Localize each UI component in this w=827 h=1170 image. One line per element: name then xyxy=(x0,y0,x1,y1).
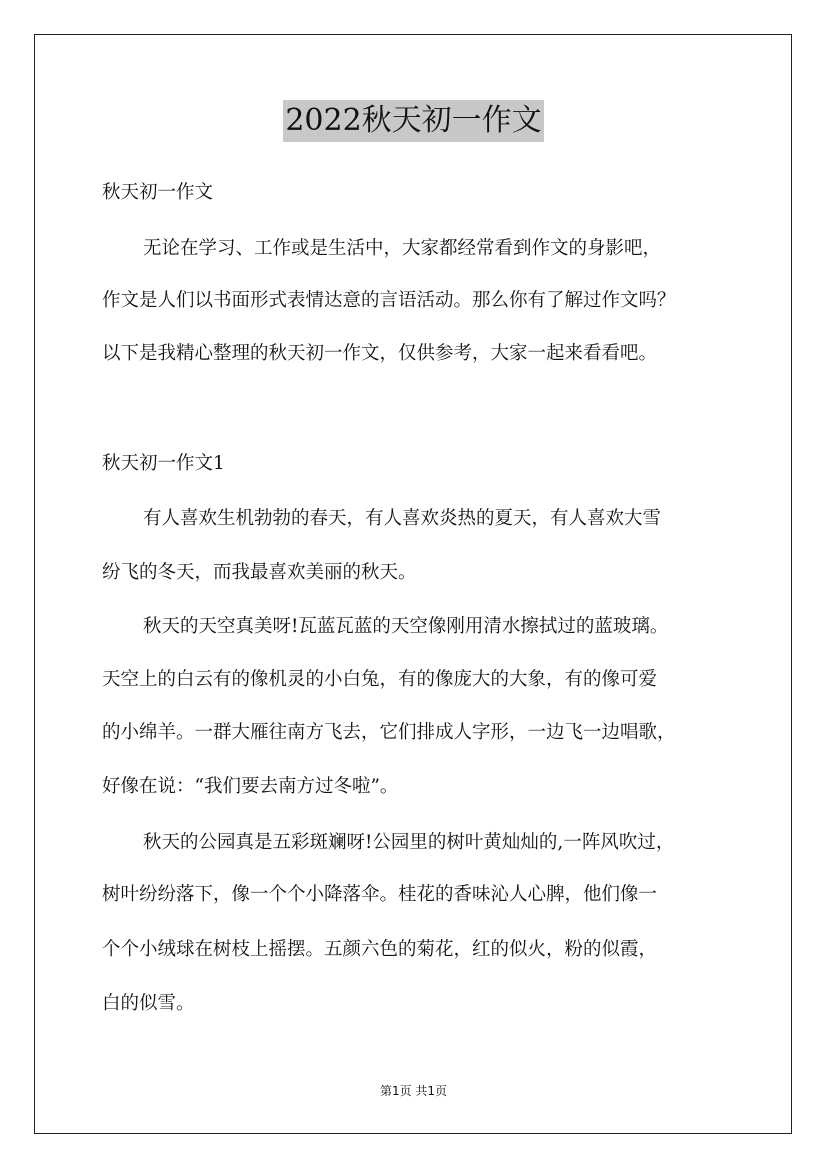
body-line: 纷飞的冬天，而我最喜欢美丽的秋天。 xyxy=(102,562,417,583)
body-line: 天空上的白云有的像机灵的小白兔，有的像庞大的大象，有的像可爱 xyxy=(102,669,658,690)
document-heading: 秋天初一作文 xyxy=(102,182,214,203)
page-footer: 第1页 共1页 xyxy=(379,1084,448,1098)
body-line: 树叶纷纷落下，像一个个小降落伞。桂花的香味沁人心脾，他们像一 xyxy=(102,884,658,905)
section-title: 秋天初一作文1 xyxy=(102,453,225,474)
body-line: 的小绵羊。一群大雁往南方飞去，它们排成人字形，一边飞一边唱歌， xyxy=(102,722,676,743)
body-line: 秋天的天空真美呀!瓦蓝瓦蓝的天空像刚用清水擦拭过的蓝玻璃。 xyxy=(143,616,669,637)
body-line: 有人喜欢生机勃勃的春天，有人喜欢炎热的夏天，有人喜欢大雪 xyxy=(143,508,662,529)
intro-line: 作文是人们以书面形式表情达意的言语活动。那么你有了解过作文吗？ xyxy=(102,290,676,311)
body-line: 好像在说：“我们要去南方过冬啦”。 xyxy=(102,776,399,797)
body-line: 白的似雪。 xyxy=(102,993,195,1014)
body-line: 秋天的公园真是五彩斑斓呀!公园里的树叶黄灿灿的,一阵风吹过， xyxy=(143,832,675,853)
body-line: 个个小绒球在树枝上摇摆。五颜六色的菊花，红的似火，粉的似霞， xyxy=(102,939,658,960)
document-title: 2022秋天初一作文 xyxy=(283,100,543,142)
title-container xyxy=(0,100,827,142)
intro-line: 无论在学习、工作或是生活中，大家都经常看到作文的身影吧， xyxy=(143,238,662,259)
intro-line: 以下是我精心整理的秋天初一作文，仅供参考，大家一起来看看吧。 xyxy=(102,343,658,364)
